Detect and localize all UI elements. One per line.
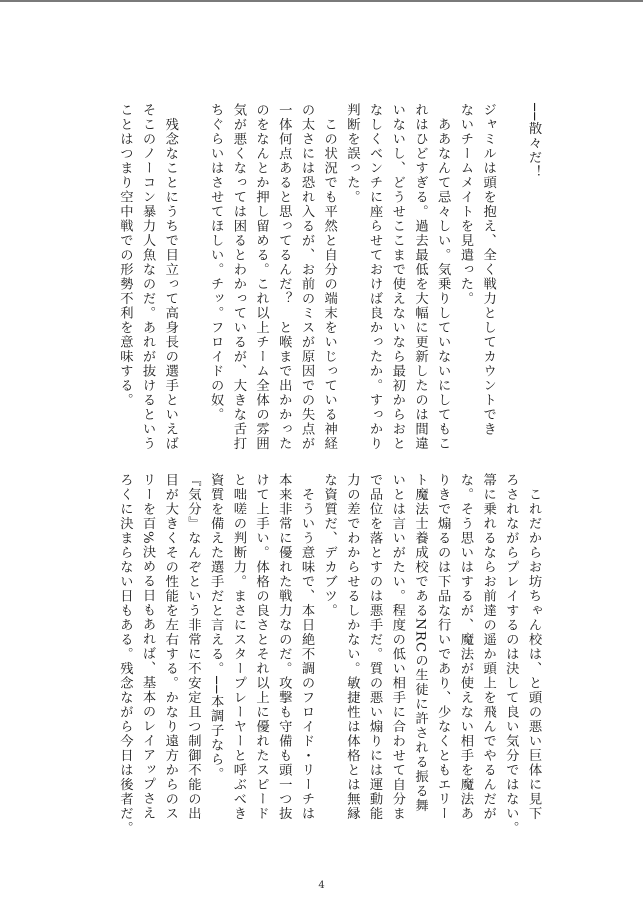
text-line: で品位を落とすのは悪手だ。質の悪い煽りには運動能 bbox=[367, 473, 383, 821]
text-line: ことはつまり空中戦での形勢不利を意味する。 bbox=[117, 103, 133, 408]
text-line: ああなんて忌々しい。気乗りしていないにしてもこ bbox=[435, 103, 451, 451]
text-line: そこのノーコン暴力人魚なのだ。あれが抜けるという bbox=[140, 103, 156, 451]
lower-text-block bbox=[113, 473, 544, 836]
text-line bbox=[499, 103, 522, 440]
text-line: 本来非常に優れた戦力なのだ。攻撃も守備も頭一つ抜 bbox=[276, 473, 292, 821]
text-line: のをなんとか押し留める。これ以上チーム全体の雰囲 bbox=[253, 103, 269, 451]
text-line: ろくに決まらない日もある。残念ながら今日は後者だ。 bbox=[117, 473, 133, 836]
text-line: 残念なことにうちで目立って高身長の選手といえば bbox=[162, 103, 178, 451]
text-line: そういう意味で、本日絶不調のフロイド・リーチは bbox=[298, 473, 314, 821]
text-line: 力の差でわからせるしかない。敏捷性は体格とは無縁 bbox=[344, 473, 360, 821]
text-line: 『気分』なんぞという非常に不安定且つ制御不能の出 bbox=[185, 473, 201, 821]
text-line: な資質だ、デカブツ。 bbox=[321, 473, 337, 618]
text-line: ちぐらいはさせてほしい。チッ。フロイドの奴。 bbox=[208, 103, 224, 422]
text-line: の太さには恐れ入るが、お前のミスが原因での失点が bbox=[298, 103, 314, 451]
upper-text-block bbox=[113, 103, 544, 451]
page-number: 4 bbox=[318, 880, 325, 891]
text-line: ──散々だ！ bbox=[526, 103, 541, 180]
text-line: ジャミルは頭を抱え、全く戦力としてカウントでき bbox=[480, 103, 496, 437]
text-line: これだからお坊ちゃん校は、と頭の悪い巨体に見下 bbox=[526, 473, 541, 821]
text-line: ないチームメイトを見遣った。 bbox=[457, 103, 473, 306]
text-line: と咄嗟の判断力。まさにスタープレーヤーと呼ぶべき bbox=[230, 473, 246, 821]
text-line bbox=[181, 103, 204, 440]
text-line: 気が悪くなっては困るとわかっているが、大きな舌打 bbox=[230, 103, 246, 451]
text-line: いとは言いがたい。程度の低い相手に合わせて自分ま bbox=[389, 473, 405, 821]
text-line: 資質を備えた選手だと言える。──本調子なら。 bbox=[208, 473, 224, 782]
text-line: れはひどすぎる。過去最低を大幅に更新したのは間違 bbox=[412, 103, 428, 451]
text-line: ろされながらプレイするのは決して良い気分ではない。 bbox=[503, 473, 519, 836]
text-line: いないし、どうせここまで使えないなら最初からおと bbox=[389, 103, 405, 451]
text-line: りきで煽るのは下品な行いであり、少なくともエリー bbox=[435, 473, 451, 821]
text-line: この状況でも平然と自分の端末をいじっている神経 bbox=[321, 103, 337, 451]
text-line: リーを百%決める日もあれば、基本のレイアップさえ bbox=[140, 473, 156, 821]
text-line: 判断を誤った。 bbox=[344, 103, 360, 205]
text-line: けて上手い。体格の良さとそれ以上に優れたスピード bbox=[253, 473, 269, 821]
text-line: 目が大きくその性能を左右する。かなり遠方からのス bbox=[162, 473, 178, 821]
text-line: な。そう思いはするが、魔法が使えない相手を魔法あ bbox=[457, 473, 473, 821]
text-line: 一体何点あると思ってるんだ？ と喉まで出かかった bbox=[276, 103, 292, 451]
page-top-border bbox=[0, 0, 643, 2]
text-line: ト魔法士養成校であるNRCの生徒に許される振る舞 bbox=[412, 473, 428, 813]
text-line: なしくベンチに座らせておけば良かったか。すっかり bbox=[367, 103, 383, 451]
text-line: 箒に乗れるならお前達の遥か頭上を飛んでやるんだが bbox=[480, 473, 496, 821]
